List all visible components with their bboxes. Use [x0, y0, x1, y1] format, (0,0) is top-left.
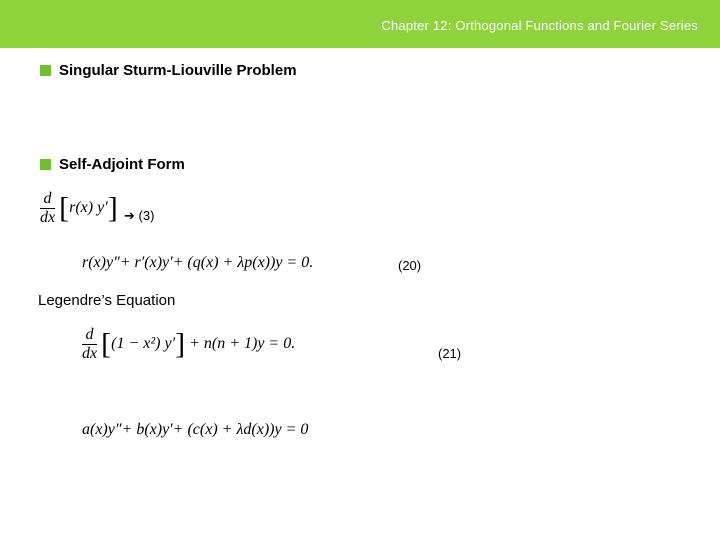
fraction-numerator: d	[85, 326, 94, 343]
section-self-adjoint	[40, 156, 185, 173]
derivative-fraction	[40, 190, 55, 227]
equation-21	[82, 326, 295, 363]
general-equation	[82, 421, 308, 439]
self-adjoint-expression	[40, 190, 118, 227]
legendre-inner: (1 − x²) y′	[111, 335, 176, 353]
chapter-title: Chapter 12: Orthogonal Functions and Fourier Series	[381, 18, 698, 33]
legendre-derivative-fraction	[82, 326, 97, 363]
bullet-square-icon	[40, 159, 51, 170]
legendre-rest: + n(n + 1)y = 0.	[189, 335, 296, 353]
fraction-denominator: dx	[82, 345, 98, 362]
section-title-self-adjoint: Self-Adjoint Form	[59, 156, 185, 173]
right-bracket: ]	[175, 327, 186, 361]
equation-20-expr: r(x)y″+ r′(x)y′+ (q(x) + λp(x))y = 0.	[82, 254, 314, 271]
reference-arrow: ➔ (3)	[124, 208, 155, 223]
section-title-singular: Singular Sturm-Liouville Problem	[59, 62, 297, 79]
self-adjoint-inner: r(x) y′	[69, 199, 108, 217]
left-bracket: [	[101, 327, 112, 361]
equation-20	[82, 254, 313, 272]
section-singular	[40, 62, 297, 79]
bullet-square-icon	[40, 65, 51, 76]
legendre-label: Legendre’s Equation	[38, 292, 176, 309]
left-bracket: [	[59, 191, 70, 225]
equation-20-number: (20)	[398, 258, 422, 273]
equation-21-number: (21)	[438, 346, 462, 361]
general-equation-expr: a(x)y″+ b(x)y′+ (c(x) + λd(x))y = 0	[82, 421, 309, 438]
fraction-numerator: d	[43, 190, 52, 207]
header-bar	[0, 0, 720, 48]
fraction-denominator: dx	[40, 209, 56, 226]
right-bracket: ]	[107, 191, 118, 225]
